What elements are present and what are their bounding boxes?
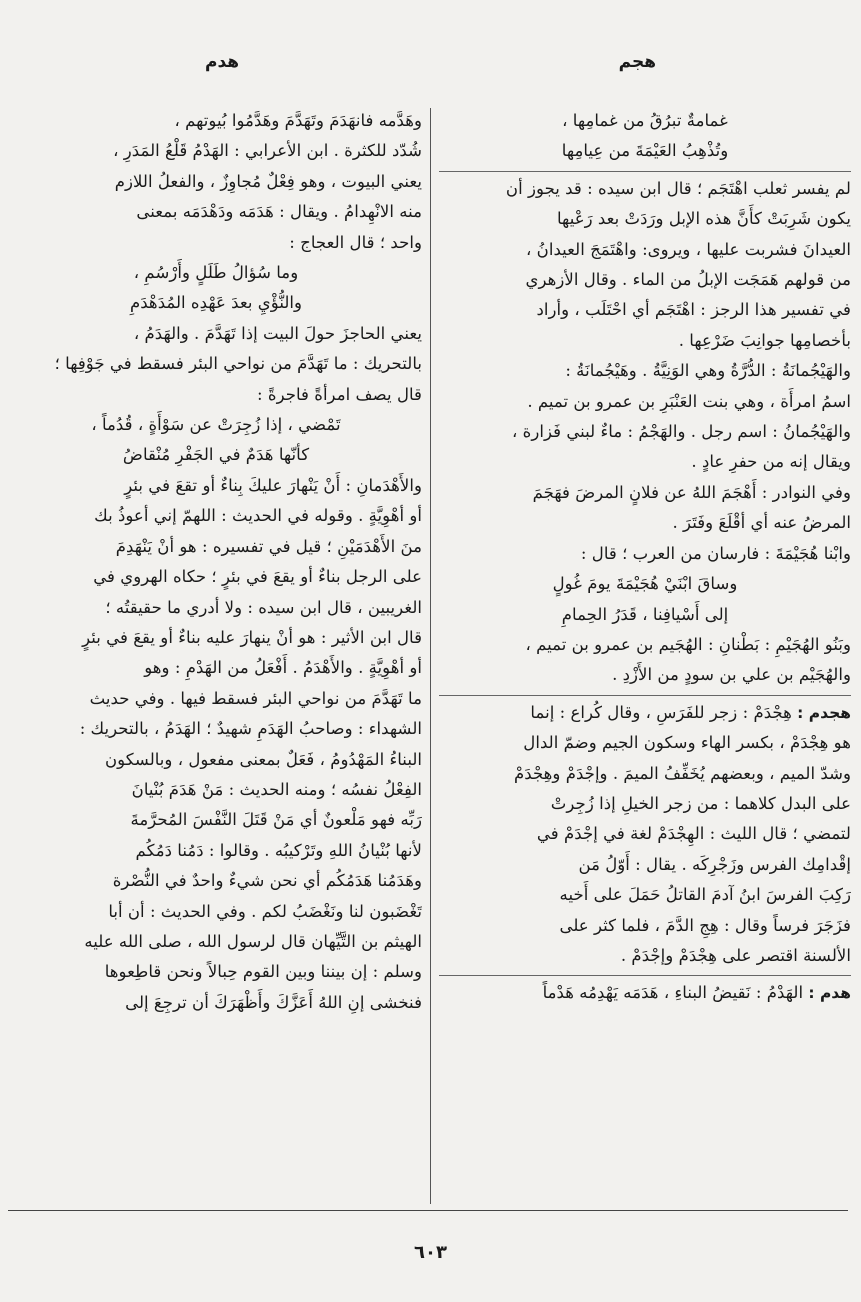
entry-rule — [439, 695, 851, 696]
text-line: قال يصف امرأةً فاجرةً : — [257, 384, 422, 404]
verse-line: وساقَ ابْنَيْ هُجَيْمَةَ يومَ غُولٍ — [552, 574, 738, 594]
entry-hajdam — [439, 698, 851, 972]
entry-rule — [439, 975, 851, 976]
text-line: منَ الأَهْدَمَيْنِ ؛ قيل في تفسيره : هو أنْ يَنْهَدِمَ — [115, 536, 422, 556]
paragraph-rule — [439, 171, 851, 172]
text-line: لم يفسر ثعلب اهْتَجَم ؛ قال ابن سيده : قد يجوز أن — [505, 178, 851, 198]
text-line: البناءُ المَهْدُومُ ، فَعَلٌ بمعنى مفعول ، وبالسكون — [104, 749, 422, 769]
text-line — [439, 698, 851, 728]
text-line — [439, 978, 851, 1008]
verse-line: وما سُؤالُ طَلَلٍ وأَرْسُمِ ، — [133, 263, 299, 283]
text-line: اسمُ امرأَة ، وهي بنت العَنْبَرِ بن عمرو بن تميم . — [527, 391, 851, 411]
text-line: وابْنا هُجَيْمَةَ : فارسان من العرب ؛ قال : — [580, 543, 851, 563]
text-line: ويقال إنه من حفرِ عادٍ . — [691, 452, 851, 472]
text-line: يكون شَرِبَتْ كأَنَّ هذه الإبل ورَدَتْ بعد رَعْيها — [557, 209, 851, 229]
text-line: هو هِجْدَمْ ، بكسر الهاء وسكون الجيم وضمّ الدال — [523, 733, 851, 753]
paragraph — [439, 539, 851, 569]
entry-hadam — [439, 978, 851, 1008]
text-line: تَغْضَبون لنا ونَغْضَبُ لكم . وفي الحديث : أن أبا — [108, 901, 422, 921]
text-line: والأَهْدَمانِ : أَنْ يَنْهارَ عليكَ بِناءٌ أو تقعَ في بئرٍ — [124, 475, 422, 495]
right-column — [439, 106, 851, 1206]
text-line: وبَنُو الهُجَيْمِ : بَطْنانِ : الهُجَيم بن عمرو بن تميم ، — [525, 634, 851, 654]
text-line: إقْدامِك الفرس وزَجْرِكَه . يقال : أَوّلُ مَن — [578, 854, 851, 874]
entry-headword: هدم : — [808, 984, 851, 1003]
text-line: على البدل كلاهما : من زجر الخيلِ إذا زُجِرتْ — [550, 793, 851, 813]
paragraph — [439, 174, 851, 356]
footer-rule — [8, 1210, 848, 1211]
column-divider — [430, 108, 431, 1204]
text-line: وفي النوادر : أَهْجَمَ اللهُ عن فلانٍ المرضَ فهَجَمَ — [532, 482, 851, 502]
text-line: العيدانَ فشربت عليها ، ويروى: واهْتَمَجَ العيدانُ ، — [526, 239, 851, 259]
text-line: المرضُ عنه أي أقْلَعَ وفَتَرَ . — [672, 513, 851, 533]
text-line: بأخصامِها جوانِبَ ضَرْعِها . — [678, 330, 851, 350]
left-column — [10, 106, 422, 1206]
paragraph — [439, 630, 851, 691]
verse-line: إلى أَسْيافِنا ، قَدَرُ الحِمامِ — [561, 604, 729, 624]
entry-text: هِجْدَمْ : زجر للفَرَسِ ، وقال كُراع : إنما — [530, 702, 792, 722]
text-line: والهَيْجُمانُ : اسم رجل . والهَجْمُ : ماءٌ لبني فَزارة ، — [512, 422, 851, 442]
text-line: قال ابن الأثير : هو أنْ ينهارَ عليه بناءٌ أو يقعَ في بئرٍ — [82, 627, 422, 647]
text-line: منه الانْهِدامُ . ويقال : هَدَمَه ودَهْدَمَه بمعنى — [136, 202, 422, 222]
text-line: يعني البيوت ، وهو فِعْلٌ مُجاوِزٌ ، والفعلُ اللازم — [114, 171, 422, 191]
text-line: فزَجَرَ فرساً وقال : هِجِ الدَّمَ ، فلما كثر على — [559, 915, 851, 935]
text-line: وشدّ الميم ، وبعضهم يُخَفِّفُ الميمَ . وإجْدَمْ وهِجْدَمْ — [513, 763, 851, 783]
text-line: من قولهم هَمَجَت الإبلُ من الماء . وقال الأزهري — [525, 270, 851, 290]
text-line: رَبِّه فهو مَلْعونٌ أي مَنْ قَتَلَ النَّفْسَ المُحرَّمةَ — [130, 810, 422, 830]
entry-headword: هجدم : — [797, 703, 851, 722]
text-line: الفِعْلُ نفسُه ؛ ومنه الحديث : مَنْ هَدَمَ بُنْيانَ — [131, 779, 422, 799]
text-line: رَكِبَ الفرسَ ابنُ آدمَ القاتلُ حَمَلَ على أَخيه — [559, 885, 851, 905]
text-line: واحد ؛ قال العجاج : — [289, 232, 422, 252]
text-line: والهُجَيْم بن علي بن سودٍ من الأَزْدِ . — [612, 665, 851, 685]
text-line: وهَدَمُنا هَدَمُكُم أي نحن شيءٌ واحدٌ في النُّصْرة — [112, 871, 422, 891]
text-line: لتمضي ؛ قال الليث : الهِجْدَمْ لغة في إجْدَمْ في — [536, 824, 851, 844]
verse-line: كأنّها هَدَمٌ في الجَفْرِ مُنْقاضُ — [122, 445, 310, 465]
text-line: يعني الحاجزَ حولَ البيت إذا تَهَدَّمَ . والهَدَمُ ، — [133, 323, 422, 343]
page-number: ٦٠٣ — [414, 1242, 447, 1263]
paragraph — [10, 471, 422, 1018]
text-line: شُدّد للكثرة . ابن الأعرابي : الهَدْمُ قَلْعُ المَدَرِ ، — [113, 141, 422, 161]
text-line: الغريبين ، قال ابن سيده : ولا أدري ما حقيقتُه ؛ — [105, 597, 422, 617]
text-line: الهيثم بن التَّيِّهان قال لرسول الله ، صلى الله عليه — [84, 931, 422, 951]
text-line: أو أهْوِيَّةٍ . وقوله في الحديث : اللهمّ إني أعوذُ بك — [94, 506, 422, 526]
text-line: ما تَهَدَّمَ من نواحي البئر فسقط فيها . وفي حديث — [89, 688, 422, 708]
text-line: في تفسير هذا الرجز : اهْتَجَم أي احْتَلَب ، وأراد — [536, 300, 851, 320]
verse-line: وتُذْهِبُ العَيْمَةَ من عِيامِها — [561, 141, 729, 161]
paragraph — [439, 356, 851, 478]
verse-line: غمامةٌ تبرُقُ من غمامِها ، — [562, 111, 728, 130]
page-header — [0, 52, 861, 82]
text-line: فنخشى إنِ اللهُ أَعَزَّكَ وأَظْهَرَكَ أن ترجِعَ إلى — [125, 992, 422, 1012]
paragraph — [10, 106, 422, 258]
running-head-left: هدم — [205, 52, 240, 72]
text-line: أو أهْوِيَّةٍ . والأَهْدَمُ . أَفْعَلُ من الهَدْمِ : وهو — [144, 658, 422, 678]
verse-line: تَمْضي ، إذا زُجِرَتْ عن سَوْأَةٍ ، قُدُماً ، — [91, 415, 341, 435]
paragraph — [439, 478, 851, 539]
text-line: بالتحريك : ما تَهَدَّمَ من نواحي البئر فسقط في جَوْفِها ؛ — [54, 354, 422, 374]
text-line: لأنها بُنْيانُ اللهِ وتَرْكيبُه . وقالوا : دَمُنا دَمُكُم — [135, 840, 422, 860]
verse-line: والنُّؤْيِ بعدَ عَهْدِه المُدَهْدَمِ — [129, 293, 303, 313]
text-line: وهَدَّمه فانهَدَمَ وتَهَدَّمَ وهَدَّمُوا بُيوتهم ، — [174, 111, 422, 130]
paragraph — [10, 319, 422, 410]
text-line: الألسنة اقتصر على هِجْدَمْ وإجْدَمْ . — [620, 945, 851, 965]
running-head-right: هجم — [618, 52, 656, 72]
text-line: وسلم : إن بيننا وبين القوم حِبالاً ونحن قاطِعوها — [104, 962, 422, 982]
text-line: الشهداء : وصاحبُ الهَدَمِ شهيدٌ ؛ الهَدَمُ ، بالتحريك : — [79, 719, 422, 739]
entry-text: الهَدْمُ : نَقيضُ البناءِ ، هَدَمَه يَهْدِمُه هَدْماً — [542, 983, 804, 1003]
text-line: والهَيْجُمانَةُ : الدُّرَّةُ وهي الوَنِيَّةُ . وهَيْجُمانَةُ : — [565, 361, 851, 381]
text-line: على الرجل بناءٌ أو يقعَ في بئرٍ ؛ حكاه الهروي في — [93, 567, 422, 587]
